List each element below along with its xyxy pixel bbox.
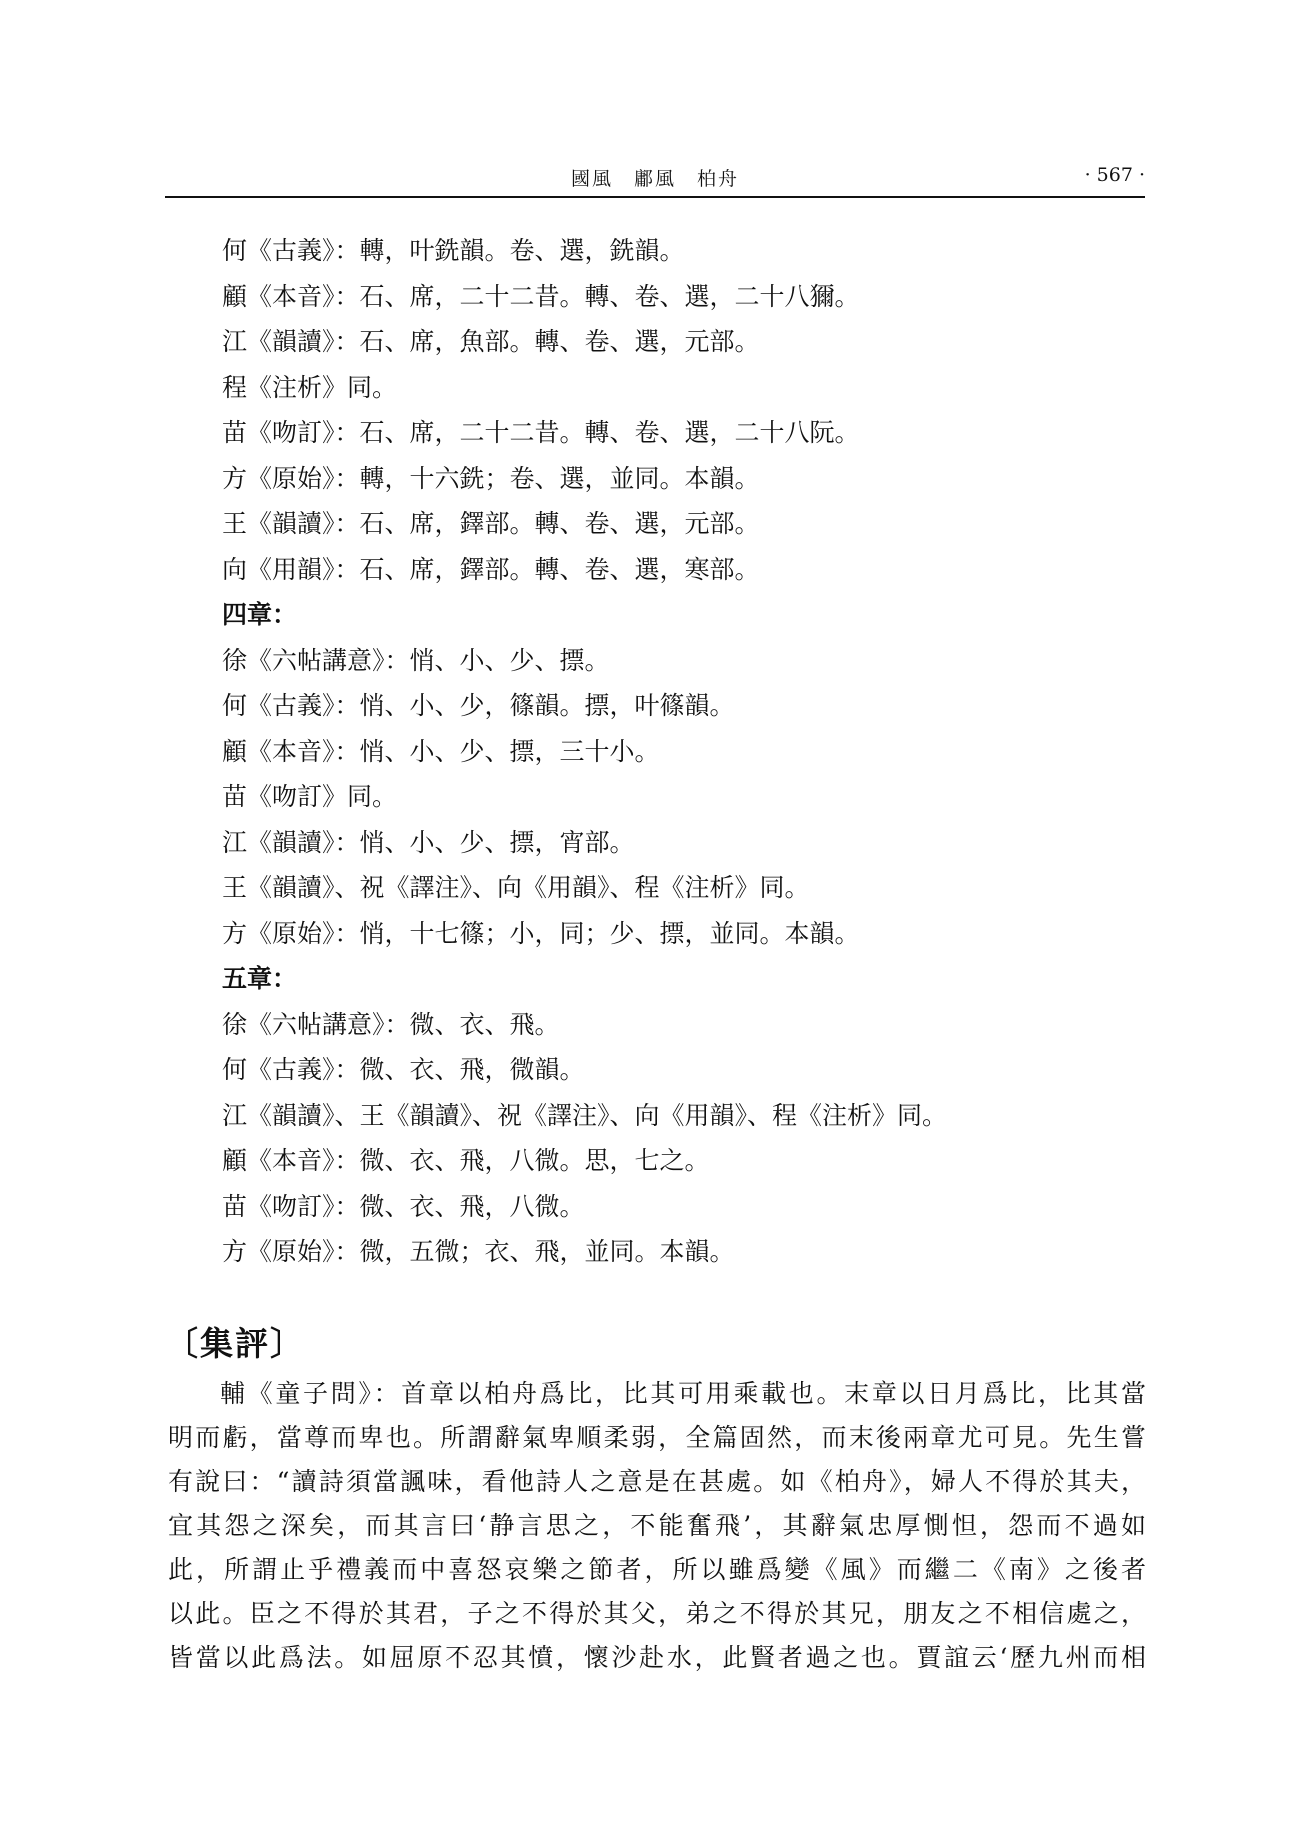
paragraph-line: 明而虧，當尊而卑也。所謂辭氣卑順柔弱，全篇固然，而末後兩章尤可見。先生嘗 (168, 1423, 1146, 1452)
running-title: 國風 鄘風 柏舟 (570, 168, 739, 190)
rhyme-note-line: 徐《六帖講意》：悄、小、少、摽。 (222, 645, 610, 675)
paragraph-line: 皆當以此爲法。如屈原不忍其憤，懷沙赴水，此賢者過之也。賈誼云‘歷九州而相 (168, 1643, 1146, 1672)
rhyme-note-line: 何《古義》：悄、小、少，篠韻。摽，叶篠韻。 (222, 691, 735, 720)
rhyme-note-line: 方《原始》：轉，十六銑；卷、選，並同。本韻。 (222, 463, 760, 493)
section-title: 〔集評〕 (165, 1324, 305, 1363)
rhyme-note-line: 何《古義》：微、衣、飛，微韻。 (222, 1055, 585, 1084)
paragraph-line: 有說曰：“讀詩須當諷味，看他詩人之意是在甚處。如《柏舟》，婦人不得於其夫， (168, 1467, 1146, 1496)
rhyme-note-line: 苗《吻訂》：微、衣、飛，八微。 (222, 1191, 585, 1221)
rhyme-note-line: 向《用韻》：石、席，鐸部。轉、卷、選，寒部。 (222, 554, 760, 584)
rhyme-note-line: 苗《吻訂》同。 (222, 782, 398, 811)
page-number: · 567 · (1084, 164, 1145, 186)
rhyme-note-line: 何《古義》：轉，叶銑韻。卷、選，銑韻。 (222, 236, 685, 265)
rhyme-note-line: 江《韻讀》：悄、小、少、摽，宵部。 (222, 827, 635, 857)
rhyme-note-line: 方《原始》：悄，十七篠；小，同；少、摽，並同。本韻。 (222, 918, 860, 948)
rhyme-note-line: 顧《本音》：微、衣、飛，八微。思，七之。 (222, 1146, 710, 1175)
header-rule (165, 196, 1145, 198)
page-header (165, 160, 1145, 198)
paragraph-line: 輔《童子問》：首章以柏舟爲比，比其可用乘載也。末章以日月爲比，比其當 (220, 1379, 1146, 1408)
rhyme-note-line: 江《韻讀》、王《韻讀》、祝《譯注》、向《用韻》、程《注析》同。 (222, 1100, 948, 1130)
rhyme-note-line: 顧《本音》：石、席，二十二昔。轉、卷、選，二十八獮。 (222, 281, 860, 311)
rhyme-note-line: 江《韻讀》：石、席，魚部。轉、卷、選，元部。 (222, 327, 760, 356)
paragraph-line: 以此。臣之不得於其君，子之不得於其父，弟之不得於其兄，朋友之不相信處之， (168, 1599, 1146, 1628)
commentary-paragraph (168, 1372, 1146, 1680)
rhyme-notes-list (222, 228, 1152, 1275)
rhyme-note-line: 徐《六帖講意》：微、衣、飛。 (222, 1009, 560, 1039)
paragraph-line: 宜其怨之深矣，而其言曰‘静言思之，不能奮飛’，其辭氣忠厚惻怛，怨而不過如 (168, 1511, 1146, 1540)
rhyme-note-line: 方《原始》：微，五微；衣、飛，並同。本韻。 (222, 1237, 735, 1266)
chapter-heading: 四章： (222, 600, 298, 629)
chapter-heading: 五章： (222, 964, 298, 993)
rhyme-note-line: 苗《吻訂》：石、席，二十二昔。轉、卷、選，二十八阮。 (222, 418, 860, 447)
rhyme-note-line: 程《注析》同。 (222, 372, 398, 402)
rhyme-note-line: 王《韻讀》：石、席，鐸部。轉、卷、選，元部。 (222, 509, 760, 538)
rhyme-note-line: 王《韻讀》、祝《譯注》、向《用韻》、程《注析》同。 (222, 873, 810, 902)
paragraph-line: 此，所謂止乎禮義而中喜怒哀樂之節者，所以雖爲變《風》而繼二《南》之後者 (168, 1555, 1146, 1584)
rhyme-note-line: 顧《本音》：悄、小、少、摽，三十小。 (222, 736, 660, 766)
